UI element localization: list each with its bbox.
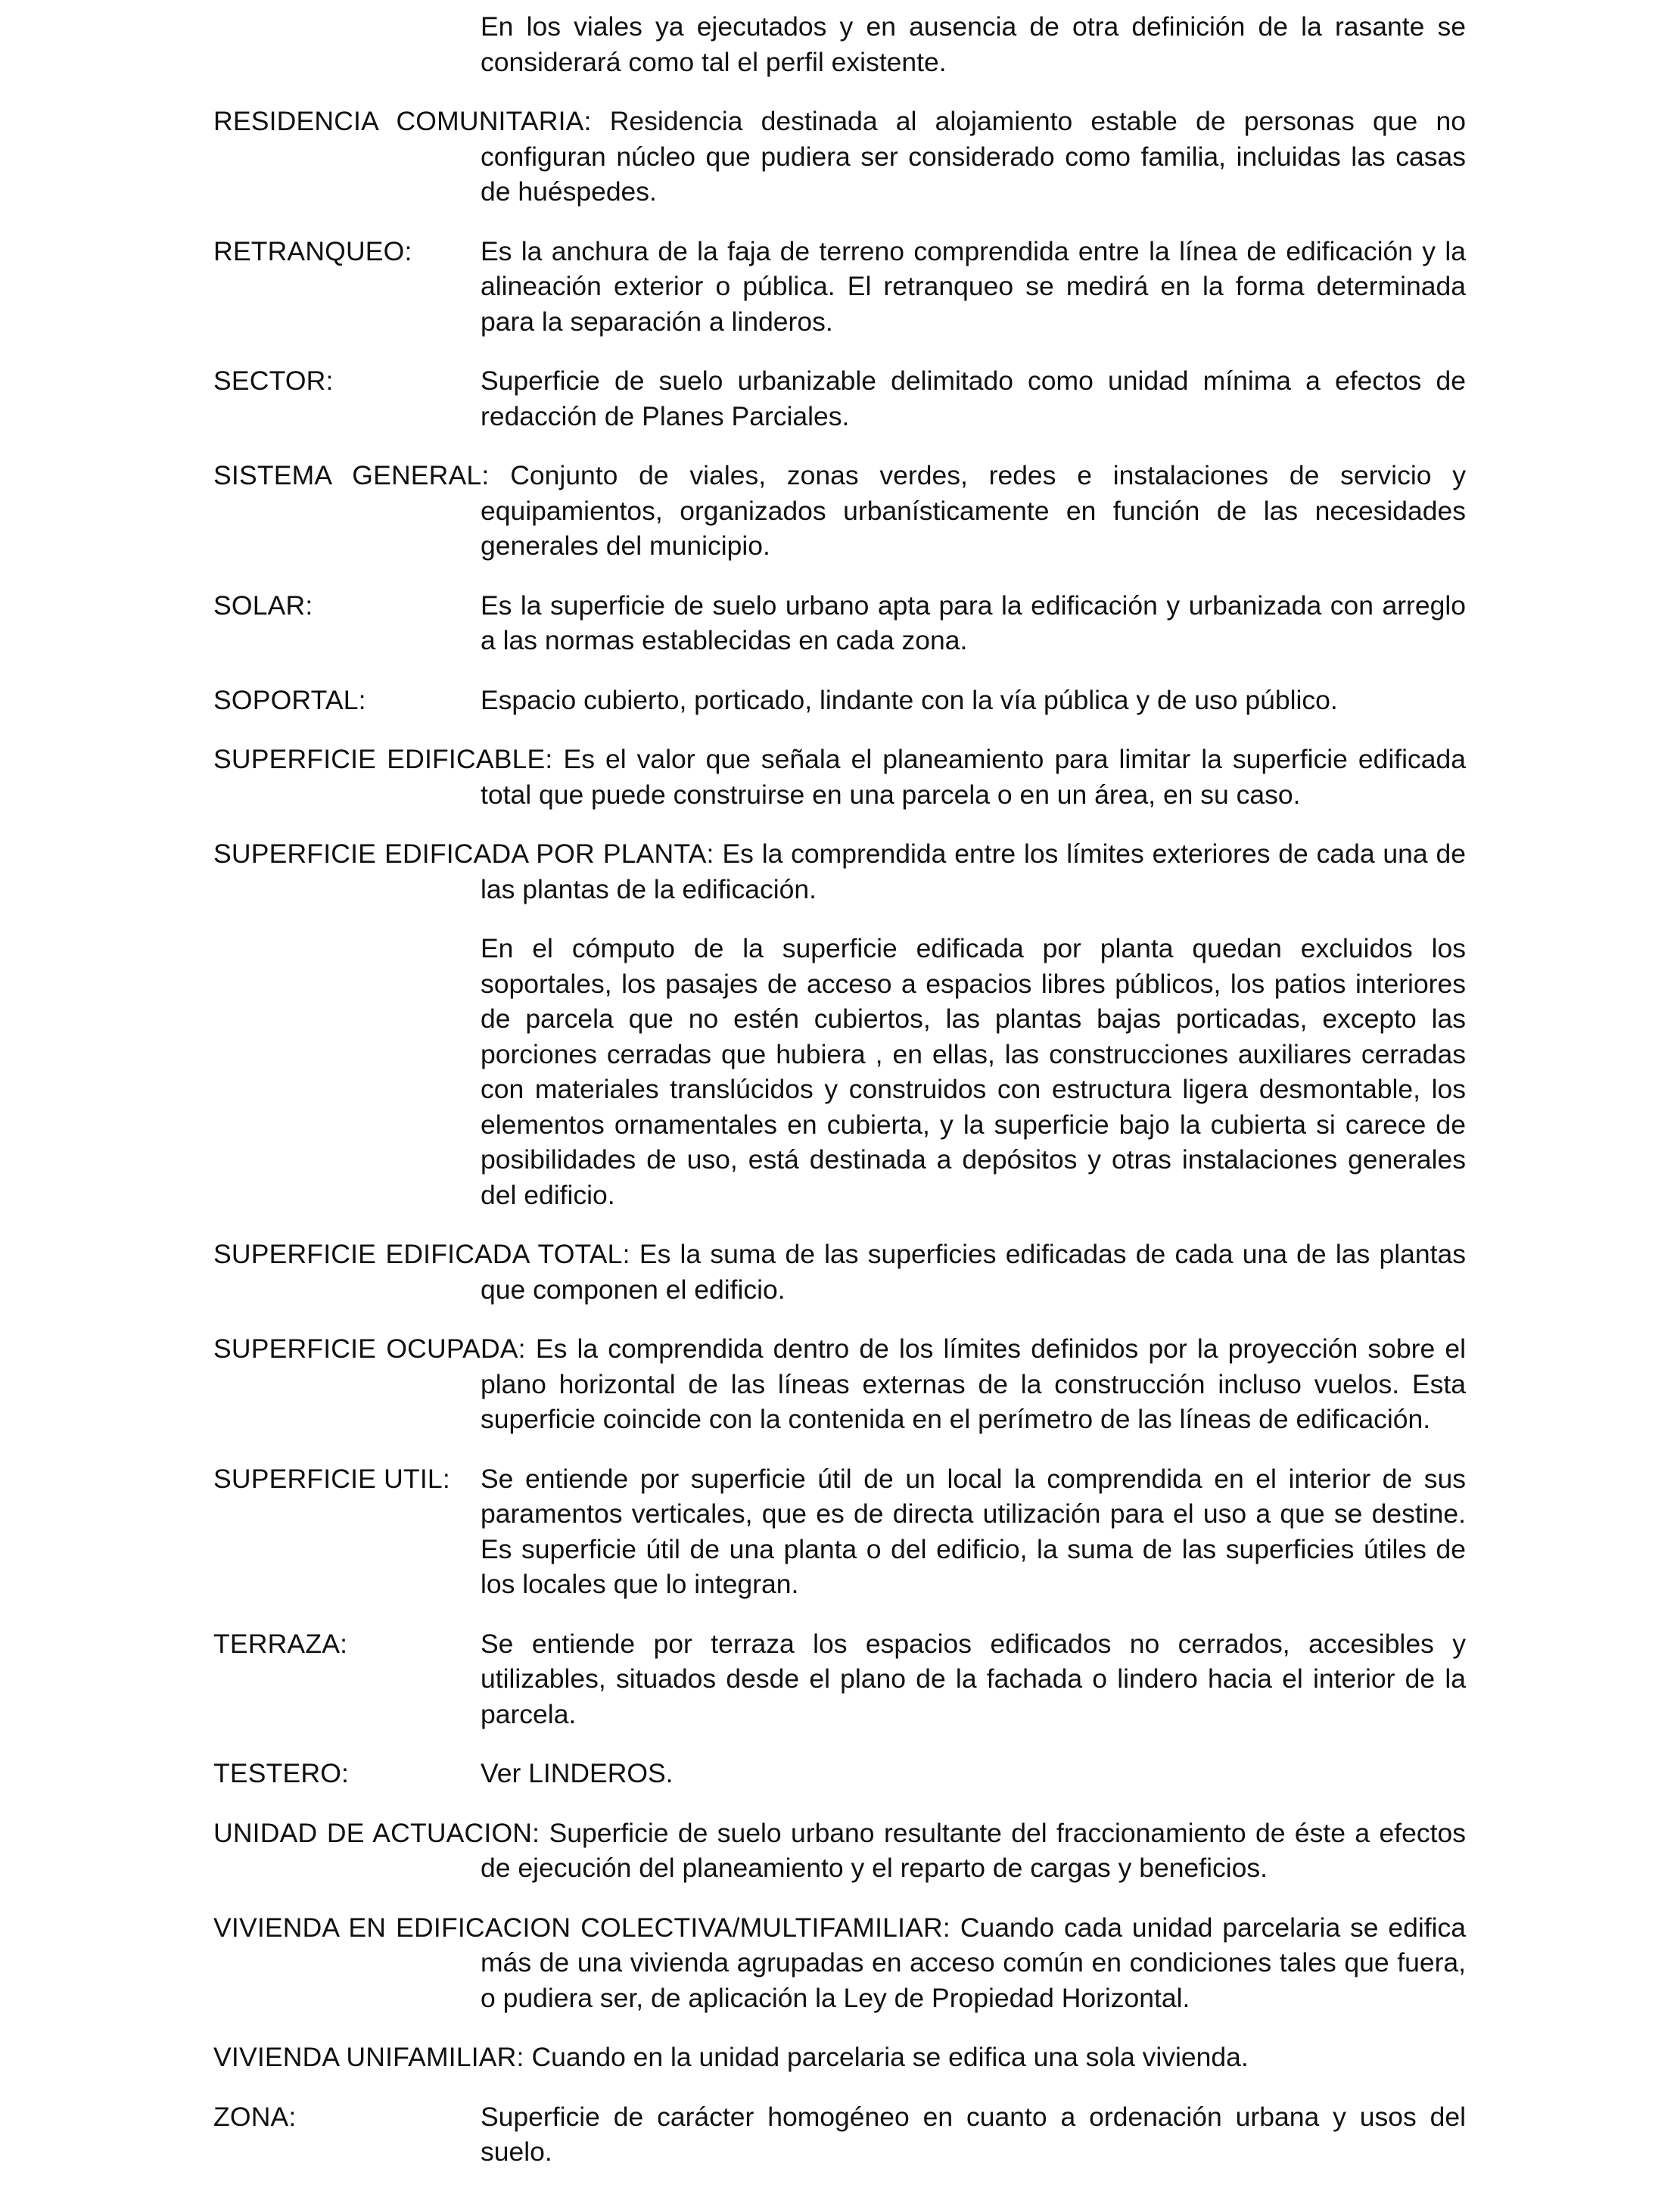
term-label: SOLAR:	[213, 590, 313, 621]
term-label: SISTEMA GENERAL:	[213, 460, 490, 490]
definition-text: Es la anchura de la faja de terreno comprendida entre la línea de edificación y la alineación exterior o pública. El retranqueo se medirá en la forma determinada para la separación a linderos.	[481, 235, 1466, 337]
definition-text: Superficie de carácter homogéneo en cuanto a ordenación urbana y usos del suelo.	[481, 2101, 1466, 2167]
definition-entry-retranqueo	[213, 234, 1466, 340]
definition-entry-vivienda-colectiva	[213, 1910, 1466, 2016]
definition-entry-superficie-edificada-total	[213, 1237, 1466, 1307]
term-label: SUPERFICIE OCUPADA:	[213, 1334, 526, 1364]
term-label: SUPERFICIE EDIFICADA TOTAL:	[213, 1239, 630, 1269]
definition-entry-superficie-ocupada	[213, 1331, 1466, 1437]
definition-text: Espacio cubierto, porticado, lindante con la vía pública y de uso público.	[481, 684, 1338, 715]
term-label: SUPERFICIE UTIL:	[213, 1463, 450, 1494]
definition-entry-sector	[213, 363, 1466, 434]
term-label: RETRANQUEO:	[213, 235, 412, 266]
definition-entry-residencia-comunitaria	[213, 104, 1466, 210]
definition-text: Conjunto de viales, zonas verdes, redes e instalaciones de servicio y equipamientos, organizados urbanísticamente en función de las necesidades generales del municipio.	[481, 460, 1467, 561]
definition-text: Se entiende por terraza los espacios edificados no cerrados, accesibles y utilizables, situados desde el plano de la fachada o lindero hacia el interior de la parcela.	[481, 1628, 1466, 1729]
definition-text: Ver LINDEROS.	[481, 1758, 674, 1788]
definition-text: Cuando cada unidad parcelaria se edifica más de una vivienda agrupadas en acceso común en condiciones tales que fuera, o pudiera ser, de aplicación la Ley de Propiedad Horizontal.	[481, 1912, 1467, 2013]
definition-entry-unidad-de-actuacion	[213, 1816, 1466, 1886]
definition-entry-superficie-util	[213, 1461, 1466, 1602]
term-label: SUPERFICIE EDIFICADA POR PLANTA:	[213, 839, 714, 869]
definition-entry-zona	[213, 2099, 1466, 2170]
definition-entry-terraza	[213, 1626, 1466, 1732]
definition-text: Superficie de suelo urbano resultante del fraccionamiento de éste a efectos de ejecución del planeamiento y el reparto de cargas y beneficios.	[481, 1817, 1466, 1883]
document-page	[213, 9, 1466, 2194]
definition-entry-sistema-general	[213, 458, 1466, 564]
definition-entry-superficie-edificada-por-planta	[213, 836, 1466, 907]
definition-text: Es el valor que señala el planeamiento para limitar la superficie edificada total que puede construirse en una parcela o en un área, en su caso.	[481, 744, 1466, 810]
definition-extra-paragraph	[213, 931, 1466, 1212]
term-label: TESTERO:	[213, 1758, 350, 1788]
term-label: ZONA:	[213, 2101, 297, 2132]
term-label: RESIDENCIA COMUNITARIA:	[213, 106, 592, 136]
term-label: VIVIENDA UNIFAMILIAR:	[213, 2042, 524, 2072]
definition-text: Es la comprendida entre los límites exteriores de cada una de las plantas de la edificación.	[481, 839, 1466, 904]
intro-paragraph	[213, 9, 1466, 79]
definition-text: Cuando en la unidad parcelaria se edifica una sola vivienda.	[531, 2042, 1249, 2072]
term-label: VIVIENDA EN EDIFICACION COLECTIVA/MULTIFAMILIAR:	[213, 1912, 950, 1943]
term-label: TERRAZA:	[213, 1628, 348, 1659]
definition-text: Superficie de suelo urbanizable delimitado como unidad mínima a efectos de redacción de Planes Parciales.	[481, 366, 1466, 431]
definition-text: Es la comprendida dentro de los límites definidos por la proyección sobre el plano horizontal de las líneas externas de la construcción incluso vuelos. Esta superficie coincide con la contenida en el perímetro de las líneas de edificación.	[481, 1334, 1466, 1434]
definition-entry-testero	[213, 1756, 1466, 1791]
definition-text: Se entiende por superficie útil de un local la comprendida en el interior de sus paramentos verticales, que es de directa utilización para el uso a que se destine. Es superficie útil de una planta o del edificio, la suma de las superficies útiles de los locales que lo integran.	[481, 1463, 1466, 1599]
definition-entry-solar	[213, 588, 1466, 658]
definition-text: Residencia destinada al alojamiento estable de personas que no configuran núcleo que pudiera ser considerado como familia, incluidas las casas de huéspedes.	[481, 106, 1466, 207]
definition-entry-soportal	[213, 683, 1466, 718]
definition-entry-vivienda-unifamiliar	[213, 2040, 1466, 2075]
term-label: UNIDAD DE ACTUACION:	[213, 1817, 540, 1848]
definition-extra-text: En el cómputo de la superficie edificada por planta quedan excluidos los soportales, los pasajes de acceso a espacios libres públicos, los patios interiores de parcela que no estén cubiertos, las plantas bajas porticadas, excepto las porciones cerradas que hubiera , en ellas, las construcciones auxiliares cerradas con materiales translúcidos y construidos con estructura ligera desmontable, los elementos ornamentales en cubierta, y la superficie bajo la cubierta si carece de posibilidades de uso, está destinada a depósitos y otras instalaciones generales del edificio.	[481, 933, 1466, 1210]
definition-entry-superficie-edificable	[213, 742, 1466, 812]
definition-text: Es la superficie de suelo urbano apta para la edificación y urbanizada con arreglo a las normas establecidas en cada zona.	[481, 590, 1466, 655]
term-label: SOPORTAL:	[213, 684, 366, 715]
term-label: SECTOR:	[213, 366, 334, 396]
intro-text: En los viales ya ejecutados y en ausencia de otra definición de la rasante se considerará como tal el perfil existente.	[481, 11, 1466, 77]
term-label: SUPERFICIE EDIFICABLE:	[213, 744, 553, 774]
definition-text: Es la suma de las superficies edificadas de cada una de las plantas que componen el edificio.	[481, 1239, 1466, 1305]
